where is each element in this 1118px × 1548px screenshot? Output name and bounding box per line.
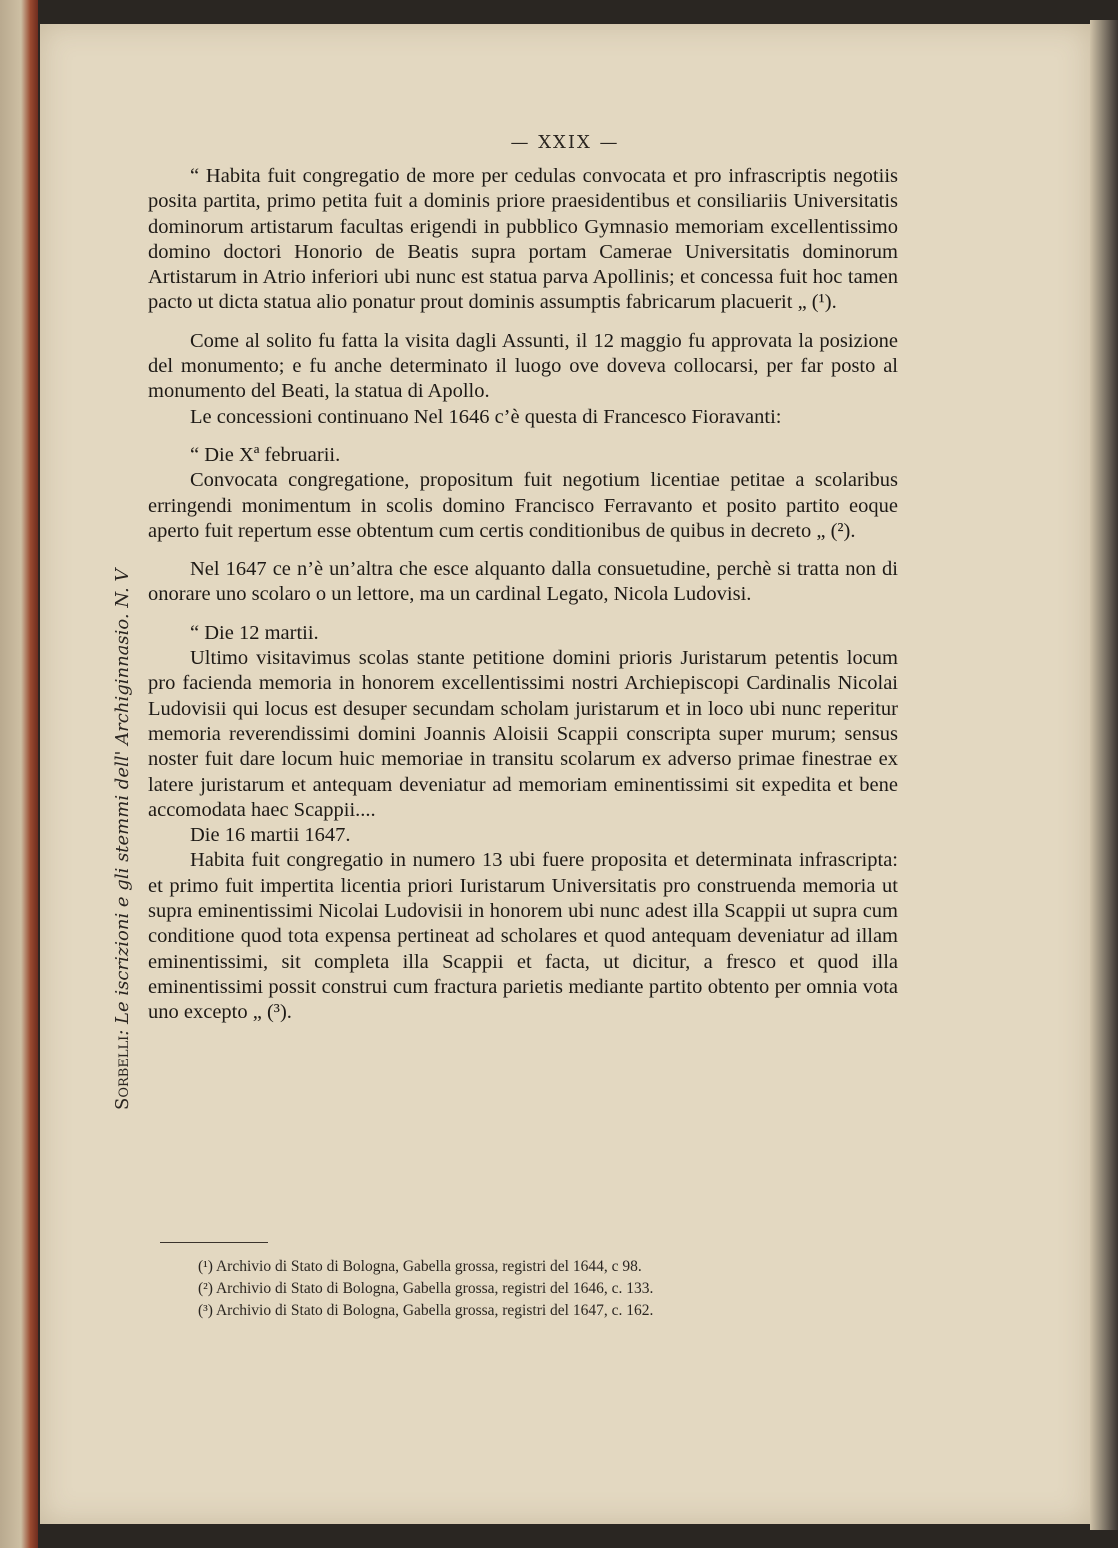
footnotes bbox=[198, 1256, 898, 1322]
book-page bbox=[40, 24, 1090, 1524]
paragraph: “ Die 12 martii. bbox=[190, 621, 319, 644]
paragraph: Die 16 martii 1647. bbox=[190, 824, 351, 847]
running-head-title: : Le iscrizioni e gli stemmi dell' Archiginnasio. N. V bbox=[112, 568, 133, 1036]
running-head-author: Sorbelli bbox=[112, 1035, 133, 1110]
paragraph: Ultimo visitavimus scolas stante petitione domini prioris Juristarum petentis locum pro facienda memoria in honorem excellentissimi nostri Archiepiscopi Cardinalis Nicolai Ludovisii qui locus est desuper secundam scholam juristarum et in loco ubi nunc reperitur memoria reverendissimi domini Joannis Aloisii Scappii conscripta super murum; sensus noster fuit dare locum huic memoriae in transitu scolarum ex adverso primae finestrae ex latere juristarum et antequam deveniatur ad memoriam eminentissimi sit expedita et bene accomodata haec Scappii.... bbox=[148, 647, 898, 821]
paragraph: “ Die Xª februarii. bbox=[190, 443, 341, 466]
paragraph: Come al solito fu fatta la visita dagli Assunti, il 12 maggio fu approvata la posizione del monumento; e fu anche determinato il luogo ove doveva collocarsi, per far posto al monumento del Beati, la statua di Apollo. bbox=[148, 329, 898, 403]
page-edge-shadow bbox=[1090, 20, 1118, 1530]
paragraph: “ Habita fuit congregatio de more per cedulas convocata et pro infrascriptis negotiis posita partita, primo petita fuit a dominis priore praesidentibus et consiliariis Universitatis dominorum artistarum facultas erigendi in pubblico Gymnasio memoriam excellentissimo domino doctori Honorio de Beatis supra portam Camerae Universitatis dominorum Artistarum in Atrio inferiori ubi nunc est statua parva Apollinis; et concessa fuit hoc tamen pacto ut dicta statua alio ponatur prout dominis assumptis fabricarum placuerit „ (¹). bbox=[148, 165, 898, 314]
footnote-divider bbox=[160, 1242, 268, 1243]
body-text bbox=[148, 164, 898, 1026]
footnote: (²) Archivio di Stato di Bologna, Gabella grossa, registri del 1646, c. 133. bbox=[198, 1280, 654, 1297]
footnote: (³) Archivio di Stato di Bologna, Gabella grossa, registri del 1647, c. 162. bbox=[198, 1302, 654, 1319]
paragraph: Nel 1647 ce n’è un’altra che esce alquanto dalla consuetudine, perchè si tratta non di onorare uno scolaro o un lettore, ma un cardinal Legato, Nicola Ludovisi. bbox=[148, 558, 898, 606]
paragraph: Le concessioni continuano Nel 1646 c’è questa di Francesco Fioravanti: bbox=[190, 405, 782, 428]
running-head bbox=[112, 550, 133, 1110]
paragraph: Convocata congregatione, propositum fuit negotium licentiae petitae a scolaribus erringendi monimentum in scolis domino Francisco Ferravanto et posito partito eoque aperto fuit repertum esse obtentum cum certis conditionibus de quibus in decreto „ (²). bbox=[148, 469, 898, 542]
paragraph: Habita fuit congregatio in numero 13 ubi fuere proposita et determinata infrascripta: et primo fuit impertita licentia priori Iuristarum Universitatis pro construenda memoria ut supra eminentissimi Nicolai Ludovisii in honorem ubi nunc adest illa Scappii ut supra cum conditione quod tota expensa pertineat ad scholares et quod antequam deveniatur ad illam eminentissimi, sit completa illa Scappii et facta, ut dicitur, a fresco et quod illa eminentissimi possit construi cum fractura parietis mediante partito obtento per omnia vota uno excepto „ (³). bbox=[148, 849, 898, 1024]
facing-page-edge bbox=[0, 0, 38, 1548]
footnote: (¹) Archivio di Stato di Bologna, Gabella grossa, registri del 1644, c 98. bbox=[198, 1258, 642, 1275]
page-number: — XXIX — bbox=[510, 132, 620, 153]
